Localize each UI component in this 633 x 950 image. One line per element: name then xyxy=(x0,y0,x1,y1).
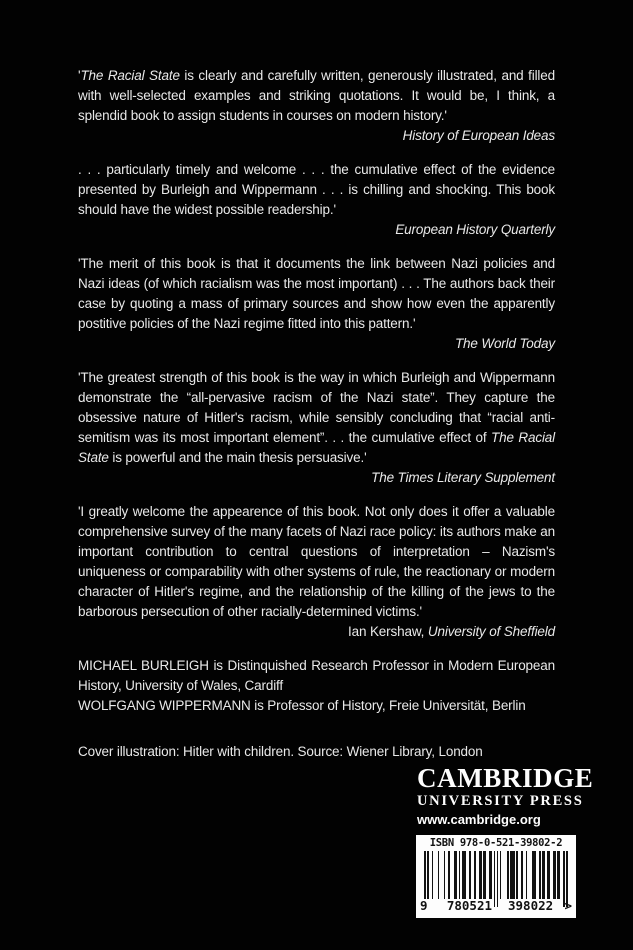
barcode-digits-right-group: 398022 xyxy=(508,898,554,913)
publisher-block xyxy=(417,764,593,827)
quote-body-end: is powerful and the main thesis persuasive.' xyxy=(108,450,367,465)
barcode-digits-left-group: 780521 xyxy=(446,898,492,913)
cambridge-wordmark: CAMBRIDGE xyxy=(417,763,594,793)
quote-text xyxy=(78,160,555,220)
isbn-label: ISBN 978-0-521-39802-2 xyxy=(429,837,563,849)
barcode-arrow: > xyxy=(564,898,572,913)
author-bio-burleigh: MICHAEL BURLEIGH is Distinquished Research Professor in Modern European History, University of Wales, Cardiff xyxy=(78,658,555,693)
quote-block-4 xyxy=(78,368,555,488)
quote-body: 'I greatly welcome the appearence of this book. Not only does it offer a valuable comprehensive survey of the many facets of Nazi race policy: its authors make an important contribution to central questions of interpretation – Nazism's uniqueness or comparability with other systems of rule, the reactionary or modern character of Hitler's regime, and the relationship of the killing of the jews to the barborous persecution of other racially-determined victims.' xyxy=(78,504,555,619)
quote-attribution xyxy=(78,622,555,642)
isbn-barcode xyxy=(416,835,576,918)
barcode-digit-groups xyxy=(424,899,568,912)
university-press-wordmark: UNIVERSITY PRESS xyxy=(417,793,584,809)
quote-text xyxy=(78,66,555,126)
barcode-bars xyxy=(424,851,568,899)
authors-section xyxy=(78,656,555,716)
quote-text xyxy=(78,368,555,468)
quote-attribution: The Times Literary Supplement xyxy=(371,470,555,485)
quote-block-2 xyxy=(78,160,555,240)
review-quotes-section xyxy=(78,66,555,762)
author-bio-wippermann: WOLFGANG WIPPERMANN is Professor of History, Freie Universität, Berlin xyxy=(78,698,526,713)
quote-text xyxy=(78,502,555,622)
quote-block-3 xyxy=(78,254,555,354)
book-title-italic: The Racial State xyxy=(78,430,555,465)
quote-attribution: History of European Ideas xyxy=(402,128,555,143)
publisher-website: www.cambridge.org xyxy=(417,812,541,827)
quote-block-5 xyxy=(78,502,555,642)
quote-open-mark: ' xyxy=(78,68,81,83)
quote-body: . . . particularly timely and welcome . . . the cumulative effect of the evidence presented by Burleigh and Wippermann . . . is chilling and shocking. This book should have the widest possible readership.' xyxy=(78,162,555,217)
cover-illustration-note: Cover illustration: Hitler with children. Source: Wiener Library, London xyxy=(78,744,483,759)
quote-block-1 xyxy=(78,66,555,146)
reviewer-name: Ian Kershaw, xyxy=(348,624,428,639)
quote-body: 'The merit of this book is that it documents the link between Nazi policies and Nazi ideas (of which racialism was the most important) . . . The authors back their case by quoting a mass of primary sources and show how even the apparently postitive policies of the Nazi regime fitted into this pattern.' xyxy=(78,256,555,331)
quote-text xyxy=(78,254,555,334)
barcode-digit-lead: 9 xyxy=(420,898,428,913)
reviewer-affiliation: University of Sheffield xyxy=(427,624,555,639)
barcode-digits xyxy=(420,898,572,913)
quote-body: is clearly and carefully written, generously illustrated, and filled with well-selected examples and striking quotations. It would be, I think, a splendid book to assign students in courses on modern history.' xyxy=(78,68,555,123)
quote-attribution: The World Today xyxy=(454,336,555,351)
quote-body: 'The greatest strength of this book is the way in which Burleigh and Wippermann demonstrate the “all-pervasive racism of the Nazi state”. They capture the obsessive nature of Hitler's racism, while sensibly concluding that “racial anti-semitism was its most important element”. . . the cumulative effect of xyxy=(78,370,555,445)
quote-attribution: European History Quarterly xyxy=(395,222,555,237)
book-title-italic: The Racial State xyxy=(80,68,180,83)
